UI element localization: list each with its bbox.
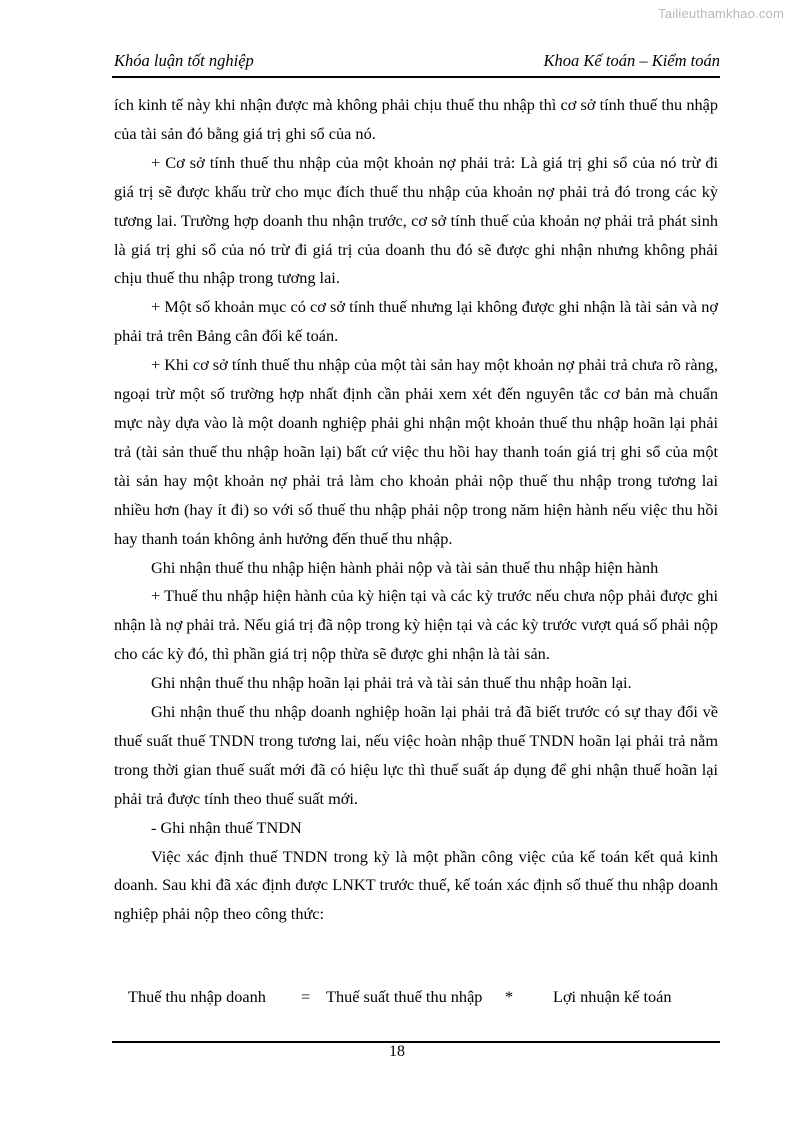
page-number: 18: [389, 1043, 405, 1060]
paragraph: Ghi nhận thuế thu nhập hiện hành phải nộp và tài sản thuế thu nhập hiện hành: [151, 557, 659, 577]
paragraph: Ghi nhận thuế thu nhập doanh nghiệp hoãn lại phải trả đã biết trước có sự thay đổi về thuế suất thuế TNDN trong tương lai, nếu việc hoàn nhập thuế TNDN hoãn lại phải trả nằm trong thời gian thuế suất mới đã có hiệu lực thì thuế suất áp dụng để ghi nhận thuế hoãn lại phải trả được tính theo thuế suất mới.: [114, 702, 718, 808]
formula-equals: =: [301, 987, 311, 1006]
paragraph: ích kinh tế này khi nhận được mà không phải chịu thuế thu nhập thì cơ sở tính thuế thu nhập của tài sản đó bằng giá trị ghi sổ của nó.: [114, 95, 718, 143]
paragraph: - Ghi nhận thuế TNDN: [151, 817, 302, 837]
formula-tax-rate: Thuế suất thuế thu nhập: [326, 987, 483, 1006]
paragraph: + Một số khoản mục có cơ sở tính thuế nhưng lại không được ghi nhận là tài sản và nợ phải trả trên Bảng cân đối kế toán.: [114, 297, 718, 346]
page-header: [112, 50, 720, 78]
formula-accounting-profit: Lợi nhuận kế toán: [553, 987, 672, 1006]
watermark-text: Tailieuthamkhao.com: [658, 6, 784, 21]
document-body: [114, 91, 718, 929]
paragraph: + Thuế thu nhập hiện hành của kỳ hiện tại và các kỳ trước nếu chưa nộp phải được ghi nhận là nợ phải trả. Nếu giá trị đã nộp trong kỳ hiện tại và các kỳ trước vượt quá số phải nộp cho các kỳ đó, thì phần giá trị nộp thừa sẽ được ghi nhận là tài sản.: [114, 586, 718, 664]
paragraph: Việc xác định thuế TNDN trong kỳ là một phần công việc của kế toán kết quả kinh doanh. Sau khi đã xác định được LNKT trước thuế, kế toán xác định số thuế thu nhập doanh nghiệp phải nộp theo công thức:: [114, 846, 718, 924]
paragraph: + Khi cơ sở tính thuế thu nhập của một tài sản hay một khoản nợ phải trả chưa rõ ràng, ngoại trừ một số trường hợp nhất định cần phải xem xét đến nguyên tắc cơ bản mà chuẩn mực này dựa vào là một doanh nghiệp phải ghi nhận một khoản thuế thu nhập hoãn lại phải trả (tài sản thuế thu nhập hoãn lại) bất cứ việc thu hồi hay thanh toán giá trị ghi sổ của một tài sản hay một khoản nợ phải trả làm cho khoản phải nộp thuế thu nhập trong tương lai nhiều hơn (hay ít đi) so với số thuế thu nhập phải nộp trong năm hiện hành nếu việc thu hồi hay thanh toán không ảnh hưởng đến thuế thu nhập.: [114, 355, 718, 548]
header-department: Khoa Kế toán – Kiểm toán: [543, 51, 720, 70]
formula-multiply: *: [505, 987, 514, 1006]
formula-lhs: Thuế thu nhập doanh: [128, 987, 266, 1006]
paragraph: + Cơ sở tính thuế thu nhập của một khoản nợ phải trả: Là giá trị ghi sổ của nó trừ đi giá trị sẽ được khấu trừ cho mục đích thuế thu nhập của khoản nợ phải trả đó trong các kỳ tương lai. Trường hợp doanh thu nhận trước, cơ sở tính thuế của khoản nợ phải trả phát sinh là giá trị ghi sổ của nó trừ đi giá trị của doanh thu đó sẽ được ghi nhận nhưng không phải chịu thuế thu nhập trong tương lai.: [114, 152, 718, 288]
paragraph: Ghi nhận thuế thu nhập hoãn lại phải trả và tài sản thuế thu nhập hoãn lại.: [151, 673, 632, 693]
header-thesis-title: Khóa luận tốt nghiệp: [114, 51, 254, 70]
